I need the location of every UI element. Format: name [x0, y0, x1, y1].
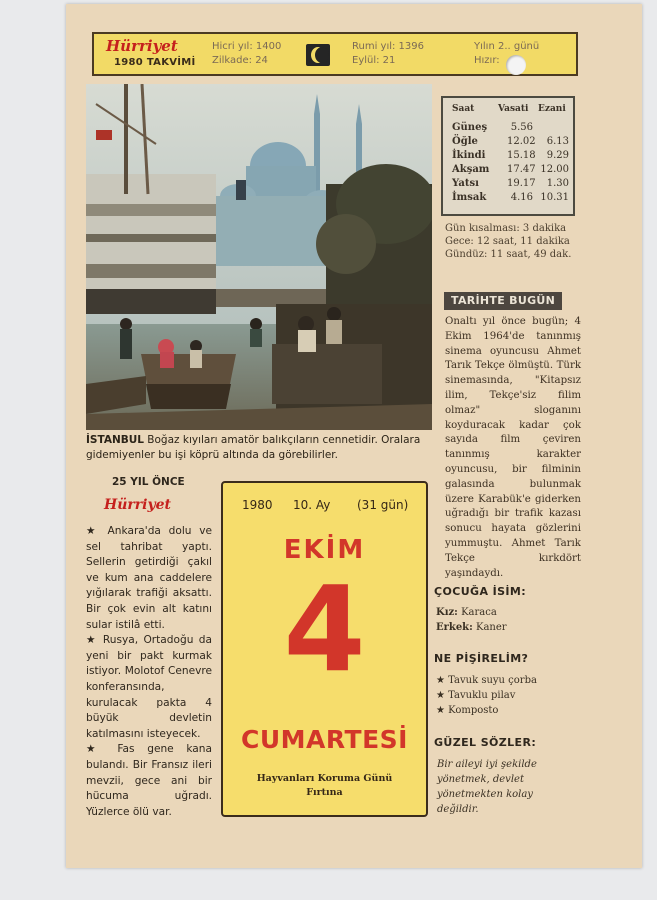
caption-city: İSTANBUL [86, 434, 144, 446]
weather-note: Fırtına [306, 787, 343, 798]
history-body: Onaltı yıl önce bugün; 4 Ekim 1964'de tanınmış sinema oyuncusu Ahmet Tarık Tekçe ölmüştü. Türk sinemasında, "Kitapsız ilim, Tekçe'siz filim olmaz" sloganını koyduracak kadar çok sayıda film çeviren tanınmış karakter oyuncusu, bir filminin galasında bulunmak üzere Karabük'e giderken uğradığı bir trafik kazası sonucu hayata gözlerini yummuştu. Ahmet Tarık Tekçe kırkdört yaşındaydı. [445, 316, 581, 579]
cooking-list [436, 673, 537, 718]
times-row-ezani: 6.13 [546, 136, 569, 147]
card-year: 1980 [242, 498, 273, 512]
eylul: Eylül: 21 [352, 55, 396, 66]
crescent-moon-icon [306, 44, 330, 66]
times-row-vasati: 12.02 [507, 136, 536, 147]
list-item: ★ Tavuk suyu çorba [436, 675, 537, 686]
news-item: ★ Rusya, Ortadoğu da yeni bir pakt kurmak istiyor. Molotof Cenevre konferansında, kurulacak pakta 4 büyük devletin katılmasını isteyecek. [86, 634, 212, 740]
times-row-label: Öğle [452, 136, 478, 147]
times-header-ezani: Ezani [538, 104, 566, 114]
special-day: Hayvanları Koruma Günü [256, 773, 393, 784]
quote-title: GÜZEL SÖZLER: [434, 736, 537, 749]
day-of-year: Yılın 2.. günü [474, 41, 540, 52]
child-names-list [436, 605, 507, 635]
photo-caption [86, 433, 434, 463]
times-row-label: İkindi [452, 150, 486, 161]
caption-text: Boğaz kıyıları amatör balıkçıların cennetidir. Oralara gidemiyenler bu işi köprü altında da görebilirler. [86, 434, 421, 461]
quote-text: Bir aileyi iyi şekilde yönetmek, devlet yönetmekten kolay değildir. [437, 759, 537, 815]
history-title: TARİHTE BUGÜN [444, 292, 562, 310]
month-name: EKİM [283, 535, 366, 565]
day-length-info [445, 222, 585, 261]
boy-name: Kaner [476, 622, 507, 633]
news-item: ★ Ankara'da dolu ve sel tahribat yaptı. Sellerin getirdiği çakıl ve kum ana caddelere yığılarak trafiği aksattı. Bir çok evin alt katını sular istilâ etti. [86, 525, 212, 631]
day-shortening: Gün kısalması: 3 dakika [445, 223, 567, 234]
times-row-vasati: 4.16 [510, 192, 533, 203]
day-number: 4 [283, 560, 366, 698]
times-row-label: Güneş [452, 122, 488, 133]
cooking-title: NE PİŞİRELİM? [434, 652, 529, 665]
boy-label: Erkek: [436, 622, 473, 633]
times-row-ezani: 12.00 [540, 164, 569, 175]
hizir: Hızır: [474, 55, 500, 66]
times-row-vasati: 15.18 [507, 150, 536, 161]
zilkade: Zilkade: 24 [212, 55, 268, 66]
times-row-label: İmsak [452, 192, 487, 203]
rumi-year: Rumi yıl: 1396 [352, 41, 425, 52]
times-row-ezani: 1.30 [546, 178, 569, 189]
times-row-vasati: 19.17 [507, 178, 536, 189]
times-row-ezani: 10.31 [540, 192, 569, 203]
times-header-saat: Saat [452, 104, 475, 114]
card-days-count: (31 gün) [357, 498, 409, 512]
years-ago-news [86, 524, 212, 820]
punch-hole [506, 55, 526, 75]
date-card [221, 481, 428, 817]
card-month-number: 10. Ay [293, 498, 331, 512]
times-row-vasati: 5.56 [510, 122, 533, 133]
years-ago-title: 25 YIL ÖNCE [112, 476, 185, 488]
hijri-year: Hicri yıl: 1400 [212, 41, 282, 52]
list-item: ★ Komposto [436, 705, 499, 716]
hurriyet-logo: Hürriyet [106, 37, 178, 55]
night-length: Gece: 12 saat, 11 dakika [445, 236, 570, 247]
girl-name: Karaca [461, 607, 497, 618]
times-row-ezani: 9.29 [546, 150, 569, 161]
header-strip [92, 32, 578, 76]
child-names-title: ÇOCUĞA İSİM: [434, 585, 527, 598]
list-item: ★ Tavuklu pilav [436, 690, 516, 701]
prayer-times-table [441, 96, 575, 216]
times-row-label: Yatsı [452, 178, 479, 189]
news-item: ★ Fas gene kana bulandı. Bir Fransız ileri mevzii, gece ani bir hücuma uğradı. Yüzlerce ölü var. [86, 743, 212, 818]
times-row-vasati: 17.47 [507, 164, 536, 175]
istanbul-photo [86, 84, 432, 430]
day-length: Gündüz: 11 saat, 49 dak. [445, 249, 572, 260]
times-header-vasati: Vasati [498, 104, 529, 114]
weekday-name: CUMARTESİ [241, 725, 408, 754]
calendar-label: 1980 TAKVİMİ [114, 57, 196, 68]
times-row-label: Akşam [452, 164, 490, 175]
hurriyet-logo-small: Hürriyet [104, 497, 171, 513]
girl-label: Kız: [436, 607, 458, 618]
